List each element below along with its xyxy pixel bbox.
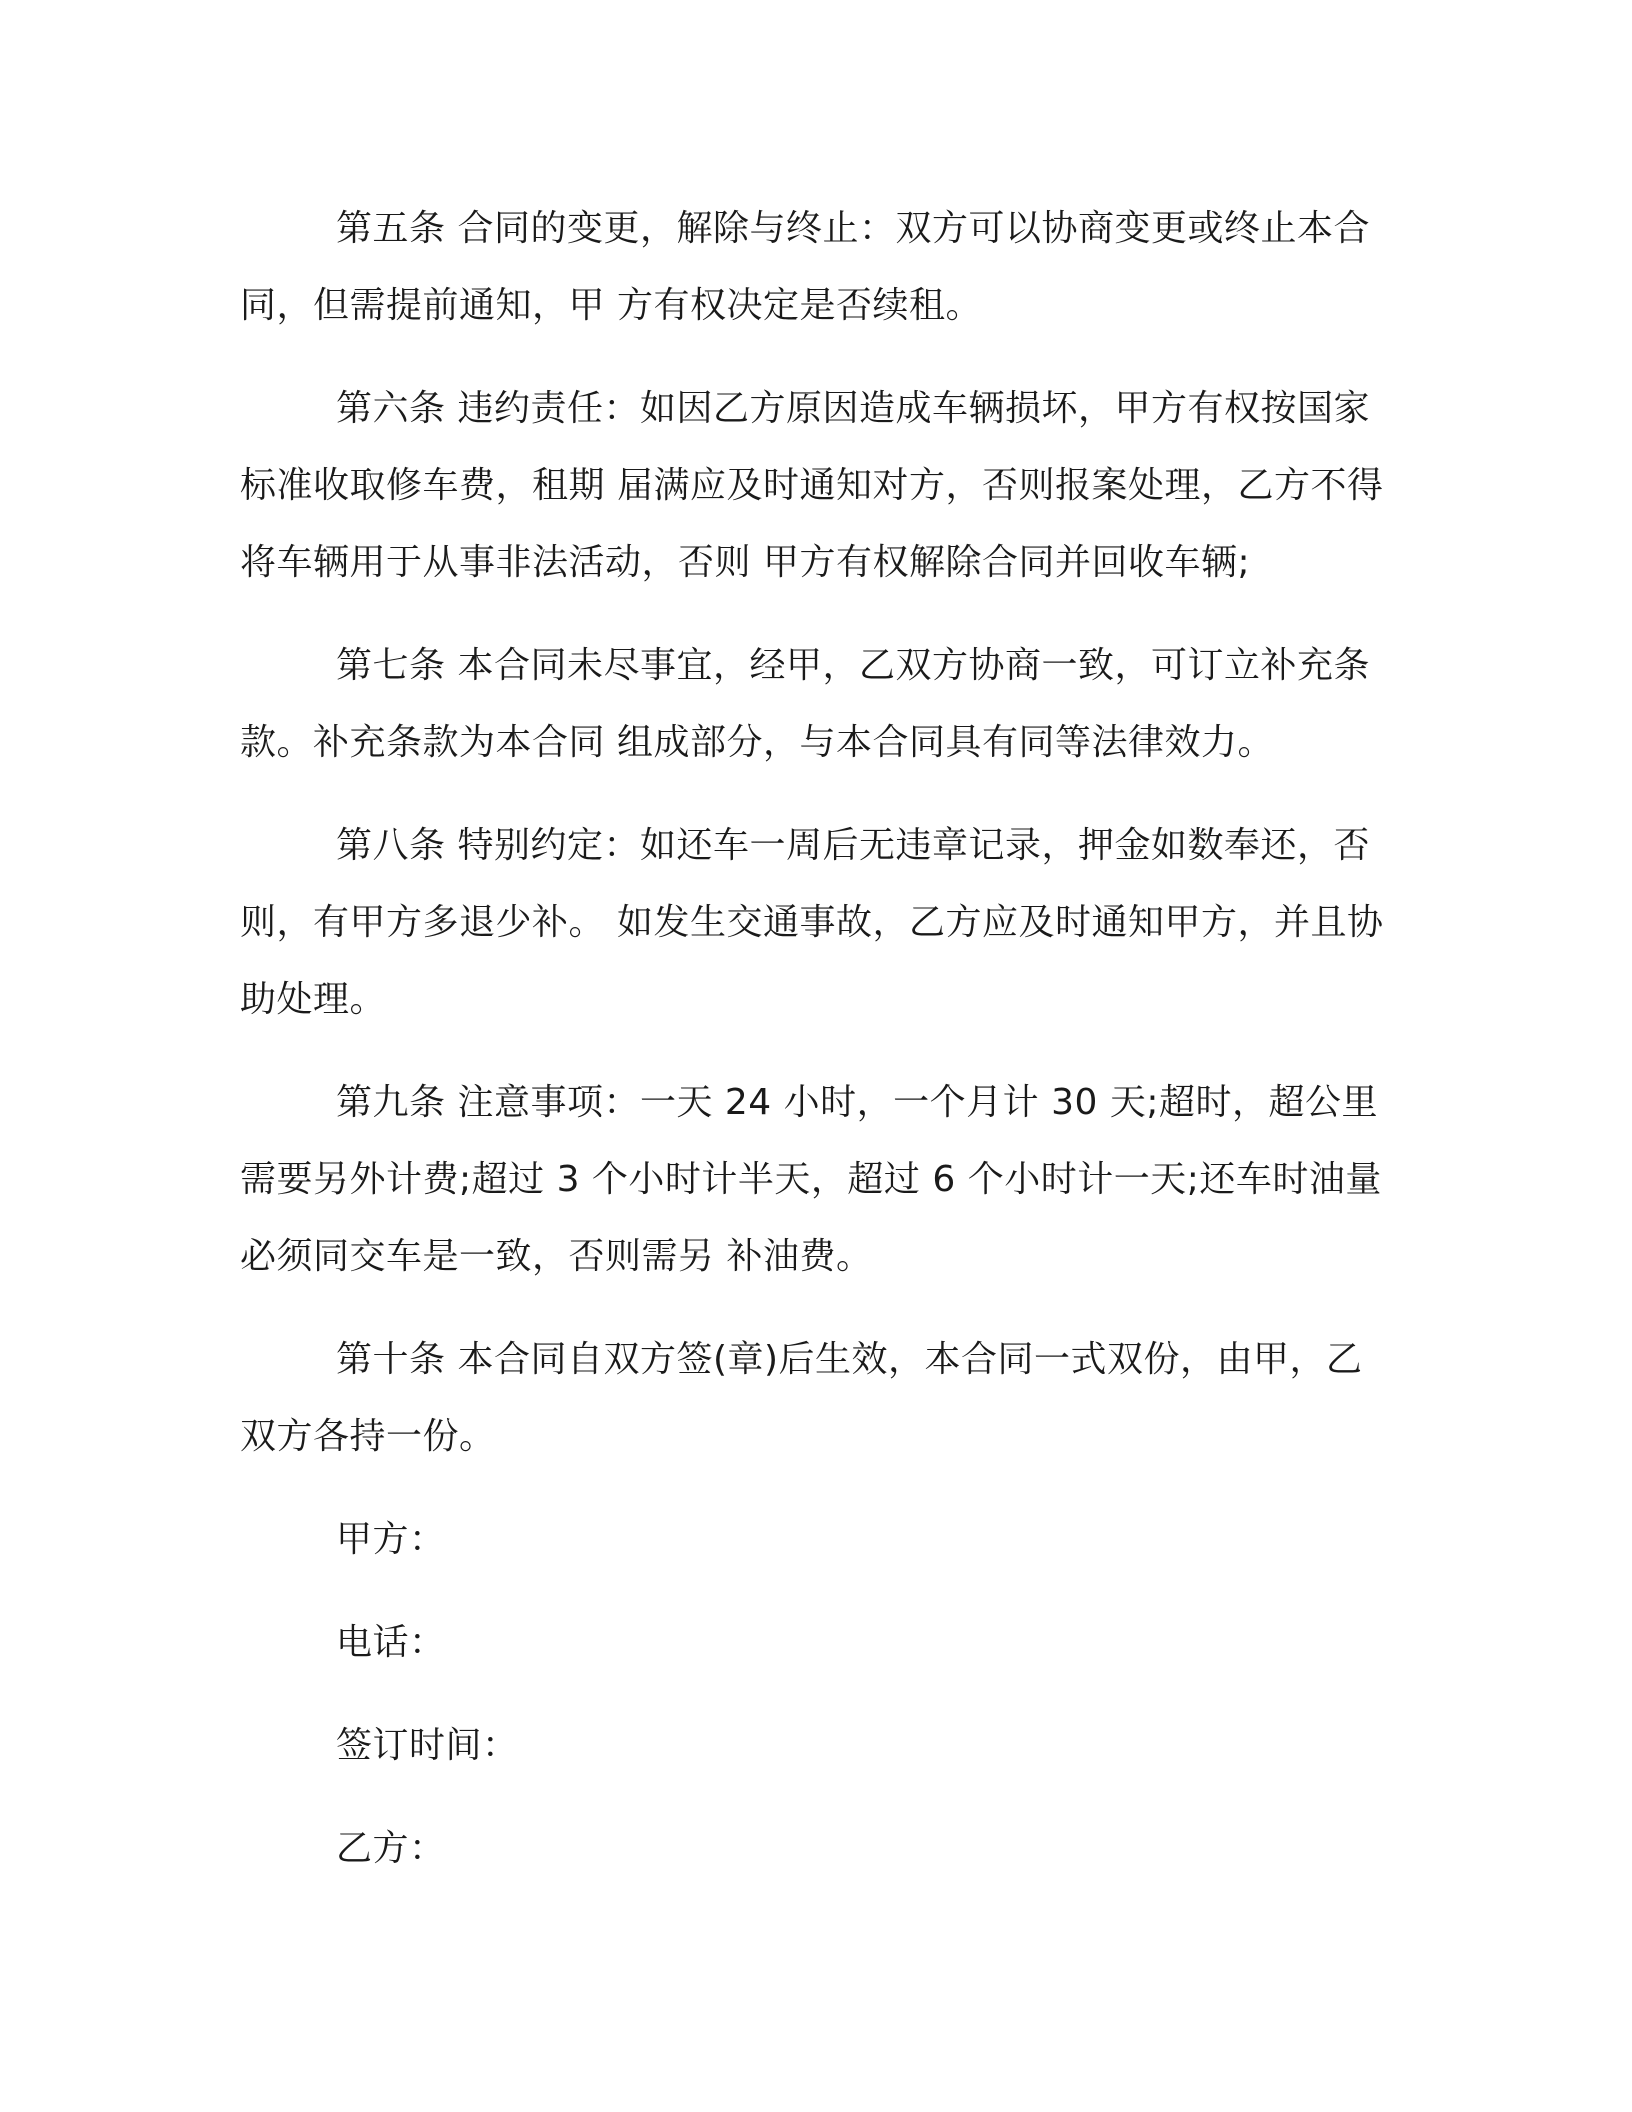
party-b-label: 乙方： [336,1828,446,1869]
document-body [240,190,1385,1913]
sign-date-label: 签订时间： [336,1725,519,1766]
clause-5: 第五条 合同的变更，解除与终止：双方可以协商变更或终止本合同，但需提前通知，甲 方有权决定是否续租。 [240,208,1370,326]
clause-7: 第七条 本合同未尽事宜，经甲，乙双方协商一致，可订立补充条款。补充条款为本合同 组成部分，与本合同具有同等法律效力。 [240,645,1370,763]
clause-9: 第九条 注意事项：一天 24 小时，一个月计 30 天;超时，超公里需要另外计费;超过 3 个小时计半天，超过 6 个小时计一天;还车时油量必须同交车是一致，否则需另 补油费。 [240,1082,1382,1277]
phone-label: 电话： [336,1622,446,1663]
party-a-label: 甲方： [336,1519,446,1560]
clause-10: 第十条 本合同自双方签(章)后生效，本合同一式双份，由甲，乙双方各持一份。 [240,1339,1363,1457]
clause-6: 第六条 违约责任：如因乙方原因造成车辆损坏，甲方有权按国家标准收取修车费，租期 届满应及时通知对方，否则报案处理，乙方不得将车辆用于从事非法活动，否则 甲方有权解除合同并回收车辆; [240,388,1384,583]
clause-8: 第八条 特别约定：如还车一周后无违章记录，押金如数奉还，否则，有甲方多退少补。 如发生交通事故，乙方应及时通知甲方，并且协助处理。 [240,825,1384,1020]
